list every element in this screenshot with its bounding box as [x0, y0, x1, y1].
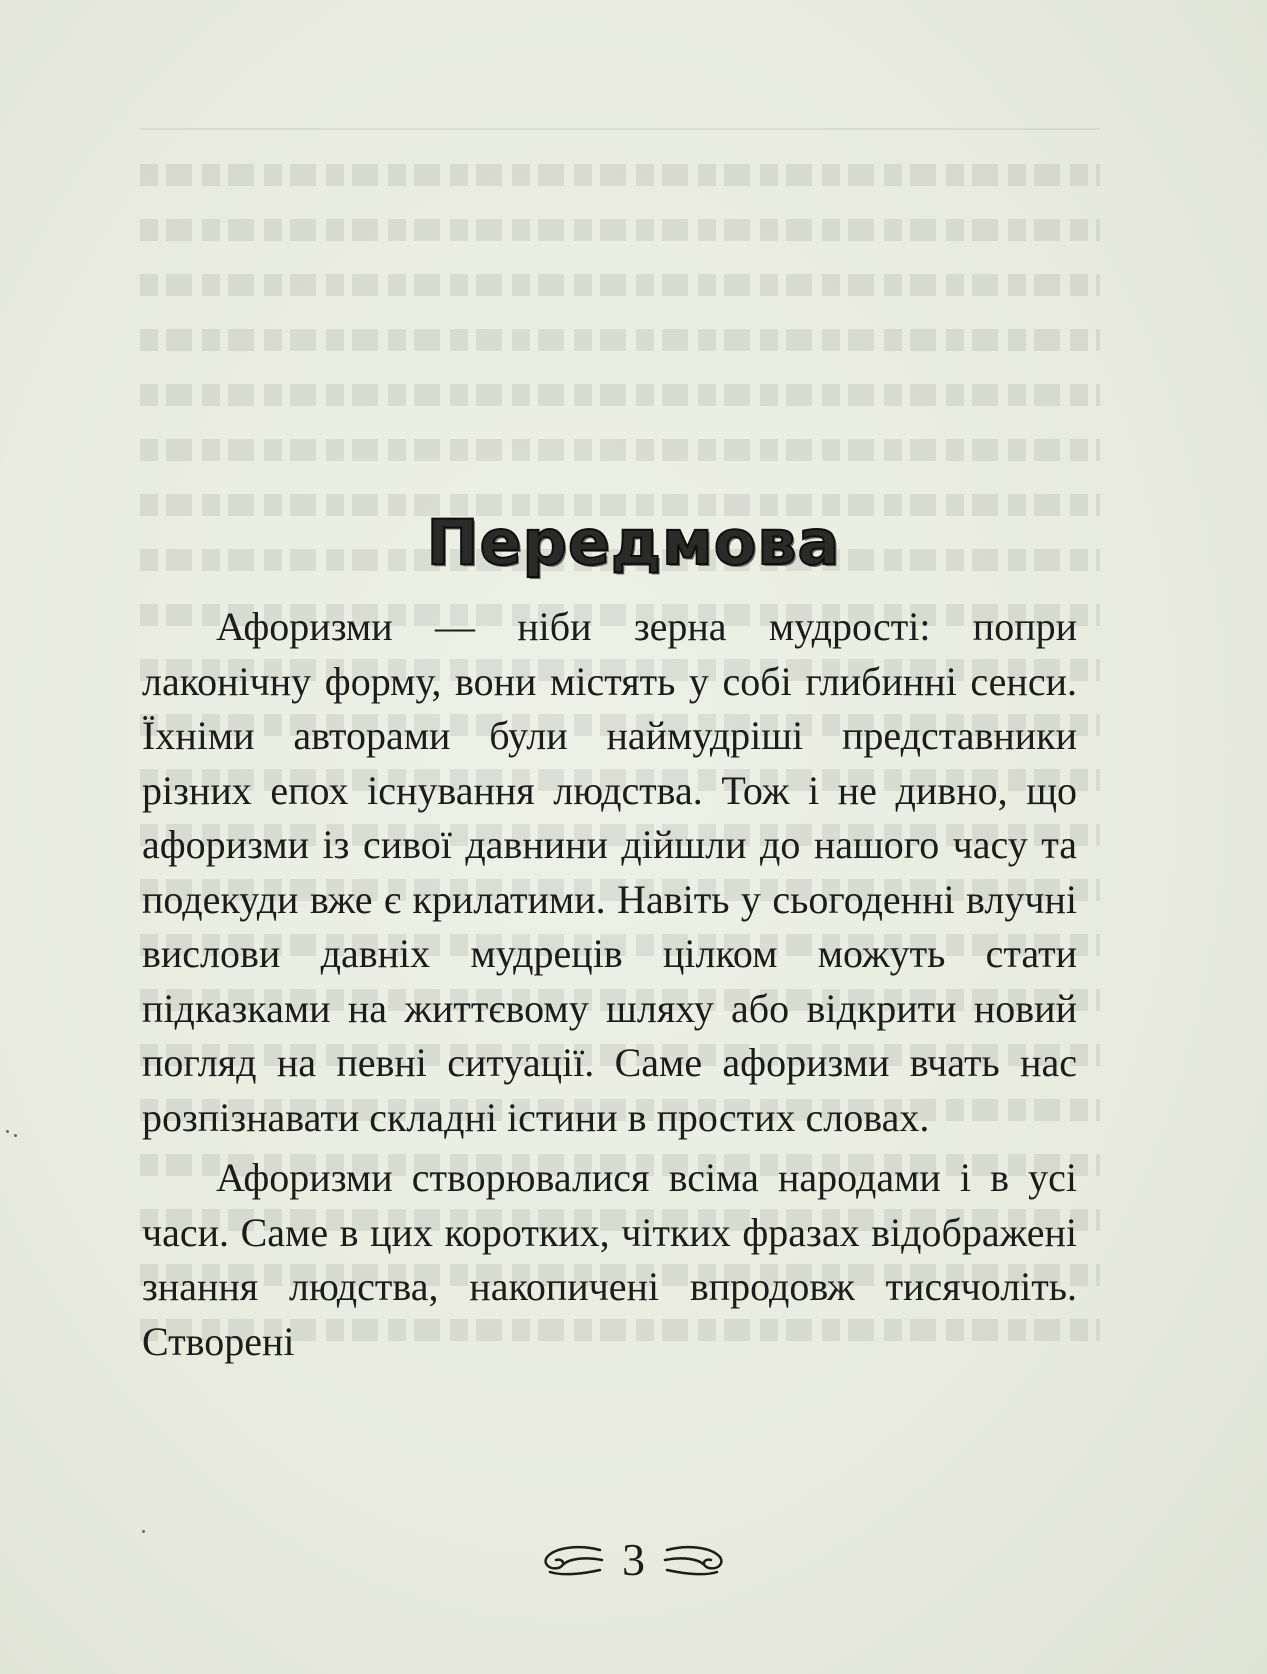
paragraph: Афоризми — ніби зерна мудрості: попри лаконічну форму, вони містять у собі глибинні сенси. Їхніми авторами були наймудріші представники різних епох існування людства. Тож і не дивно, що афоризми із сивої давнини дійшли до нашого часу та подекуди вже є крилатими. Навіть у сьогоденні влучні вислови давніх мудреців цілком можуть стати підказками на життєвому шляху або відкрити новий погляд на певні ситуації. Саме афоризми вчать нас розпізнавати складні істини в простих словах. — [142, 604, 1077, 1140]
page-footer — [0, 1530, 1267, 1590]
flourish-left-icon — [538, 1540, 604, 1580]
flourish-right-icon — [663, 1540, 729, 1580]
paper-speck — [14, 1134, 17, 1137]
chapter-title: Передмова — [426, 505, 841, 579]
paper-speck — [6, 1130, 9, 1133]
paper-speck — [142, 1530, 145, 1533]
page-number: 3 — [622, 1534, 645, 1585]
show-through-running-head — [140, 80, 1100, 130]
paragraph: Афоризми створювалися всіма народами і в усі часи. Саме в цих коротких, чітких фразах відображені знання людства, накопичені впродовж тисячоліть. Створені — [142, 1155, 1077, 1364]
body-text — [142, 600, 1077, 1375]
